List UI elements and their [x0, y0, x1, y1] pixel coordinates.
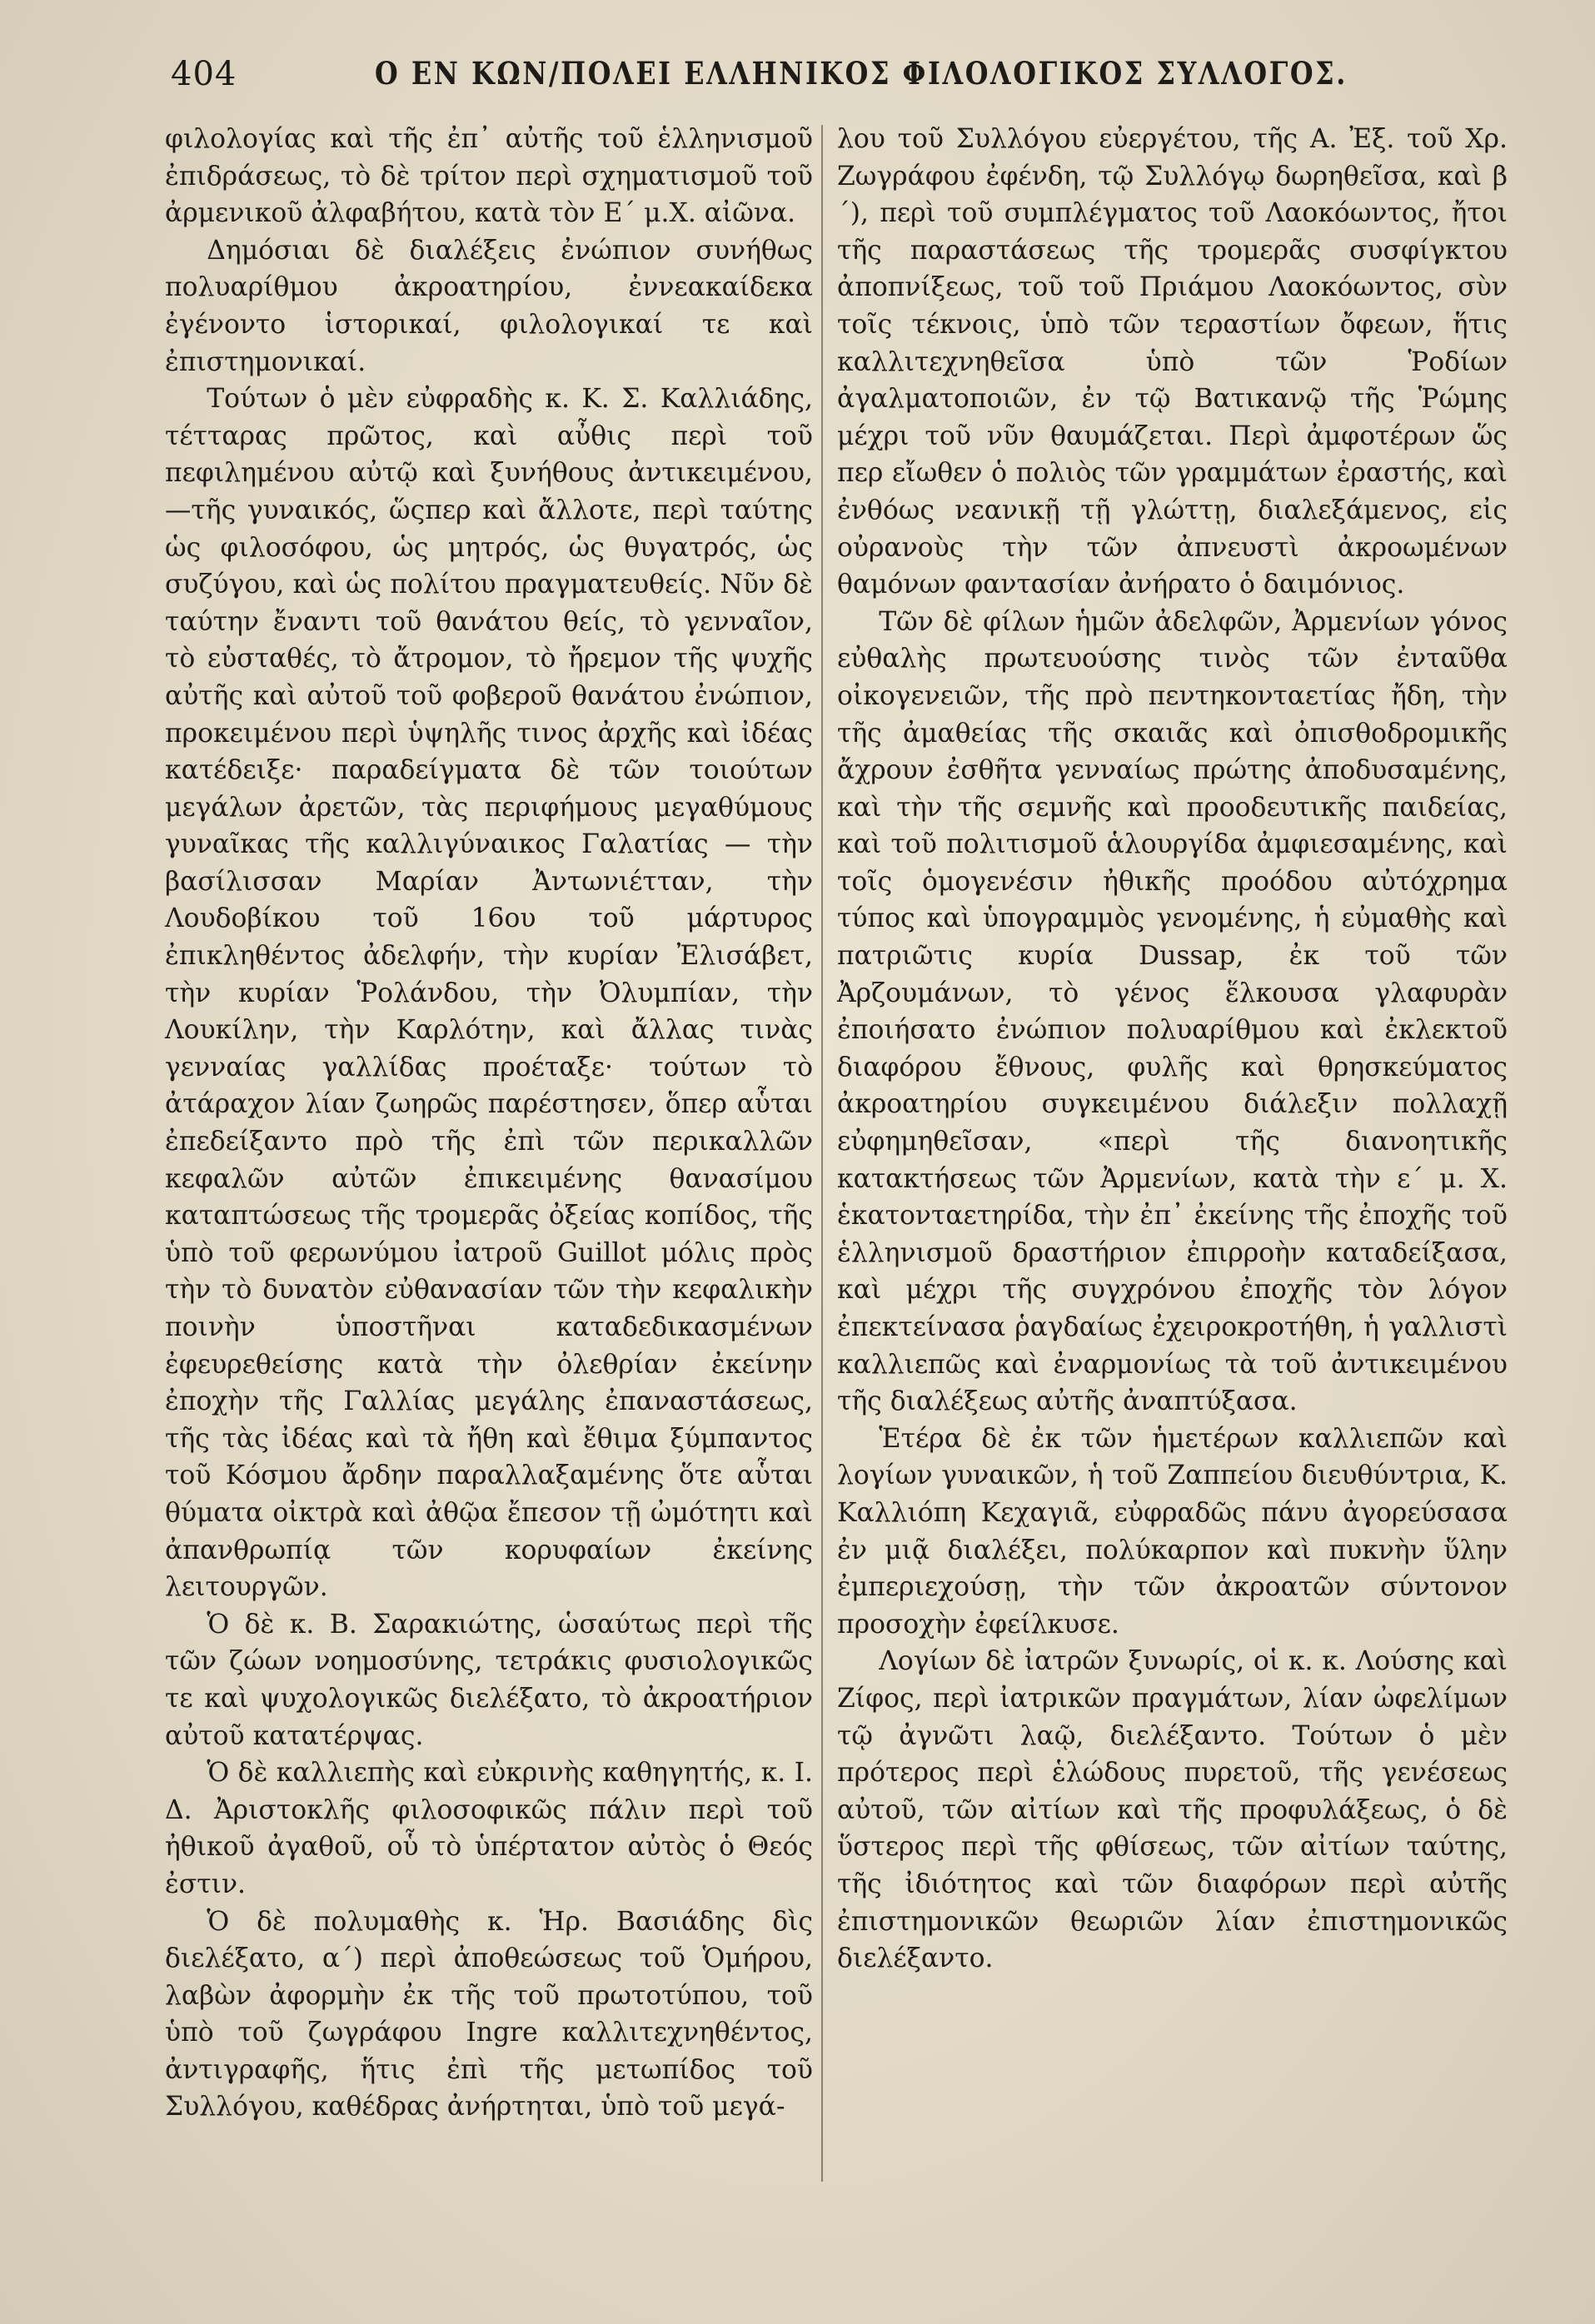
- left-paragraph-1: φιλολογίας καὶ τῆς ἐπ᾽ αὐτῆς τοῦ ἑλληνισμοῦ ἐπιδράσεως, τὸ δὲ τρίτον περὶ σχηματισμοῦ τοῦ ἀρμενικοῦ ἀλφαβήτου, κατὰ τὸν Ε´ μ.Χ. αἰῶνα.: [165, 124, 813, 229]
- left-paragraph-6: Ὁ δὲ πολυμαθὴς κ. Ἡρ. Βασιάδης δὶς διελέξατο, α´) περὶ ἀποθεώσεως τοῦ Ὁμήρου, λαβὼν ἀφορμὴν ἐκ τῆς τοῦ πρωτοτύπου, τοῦ ὑπὸ τοῦ ζωγράφου Ingre καλλιτεχνηθέντος, ἀντιγραφῆς, ἥτις ἐπὶ τῆς μετωπίδος τοῦ Συλλόγου, καθέδρας ἀνήρτηται, ὑπὸ τοῦ μεγά-: [165, 1906, 813, 2122]
- right-column: [837, 121, 1508, 1978]
- right-paragraph-2: Τῶν δὲ φίλων ἡμῶν ἀδελφῶν, Ἀρμενίων γόνος εὐθαλὴς πρωτευούσης τινὸς τῶν ἐνταῦθα οἰκογενειῶν, τῆς πρὸ πεντηκονταετίας ἤδη, τὴν τῆς ἀμαθείας τῆς σκαιᾶς καὶ ὀπισθοδρομικῆς ἄχρουν ἐσθῆτα γενναίως πρώτης ἀποδυσαμένης, καὶ τὴν τῆς σεμνῆς καὶ προοδευτικῆς παιδείας, καὶ τοῦ πολιτισμοῦ ἁλουργίδα ἀμφιεσαμένης, καὶ τοῖς ὁμογενέσιν ἠθικῆς προόδου αὐτόχρημα τύπος καὶ ὑπογραμμὸς γενομένης, ἡ εὐμαθὴς καὶ πατριῶτις κυρία Dussap, ἐκ τοῦ τῶν Ἀρζουμάνων, τὸ γένος ἕλκουσα γλαφυρὰν ἐποιήσατο ἐνώπιον πολυαρίθμου καὶ ἐκλεκτοῦ διαφόρου ἔθνους, φυλῆς καὶ θρησκεύματος ἀκροατηρίου συγκειμένου διάλεξιν πολλαχῇ εὐφημηθεῖσαν, «περὶ τῆς διανοητικῆς κατακτήσεως τῶν Ἀρμενίων, κατὰ τὴν ε´ μ. Χ. ἑκατονταετηρίδα, τὴν ἐπ᾽ ἐκείνης τῆς ἐποχῆς τοῦ ἑλληνισμοῦ δραστήριον ἐπιρροὴν καταδείξασα, καὶ μέχρι τῆς συγχρόνου ἐποχῆς τὸν λόγον ἐπεκτείνασα ῥαγδαίως ἐχειροκροτήθη, ἡ γαλλιστὶ καλλιεπῶς καὶ ἐναρμονίως τὰ τοῦ ἀντικειμένου τῆς διαλέξεως αὐτῆς ἀναπτύξασα.: [837, 606, 1508, 1417]
- right-paragraph-3: Ἑτέρα δὲ ἐκ τῶν ἡμετέρων καλλιεπῶν καὶ λογίων γυναικῶν, ἡ τοῦ Ζαππείου διευθύντρια, Κ. Καλλιόπη Κεχαγιᾶ, εὐφραδῶς πάνυ ἀγορεύσασα ἐν μιᾷ διαλέξει, πολύκαρπον καὶ πυκνὴν ὕλην ἐμπεριεχούσῃ, τὴν τῶν ἀκροατῶν σύντονον προσοχὴν ἐφείλκυσε.: [837, 1423, 1508, 1640]
- right-paragraph-4: Λογίων δὲ ἰατρῶν ξυνωρίς, οἱ κ. κ. Λούσης καὶ Ζίφος, περὶ ἰατρικῶν πραγμάτων, λίαν ὠφελίμων τῷ ἀγνῶτι λαῷ, διελέξαντο. Τούτων ὁ μὲν πρότερος περὶ ἑλώδους πυρετοῦ, τῆς γενέσεως αὐτοῦ, τῶν αἰτίων καὶ τῆς προφυλάξεως, ὁ δὲ ὕστερος περὶ τῆς φθίσεως, τῶν αἰτίων ταύτης, τῆς ἰδιότητος καὶ τῶν διαφόρων περὶ αὐτῆς ἐπιστημονικῶν θεωριῶν λίαν ἐπιστημονικῶς διελέξαντο.: [837, 1646, 1508, 1974]
- running-title: Ο ΕΝ ΚΩΝ/ΠΟΛΕΙ ΕΛΛΗΝΙΚΟΣ ΦΙΛΟΛΟΓΙΚΟΣ ΣΥΛΛΟΓΟΣ.: [375, 55, 1348, 92]
- page-number: 404: [171, 55, 237, 93]
- left-paragraph-2: Δημόσιαι δὲ διαλέξεις ἐνώπιον συνήθως πολυαρίθμου ἀκροατηρίου, ἐννεακαίδεκα ἐγένοντο ἱστορικαί, φιλολογικαί τε καὶ ἐπιστημονικαί.: [165, 235, 813, 377]
- left-column: [165, 121, 813, 2126]
- right-paragraph-1: λου τοῦ Συλλόγου εὐεργέτου, τῆς Α. Ἐξ. τοῦ Χρ. Ζωγράφου ἐφένδη, τῷ Συλλόγῳ δωρηθεῖσα, καὶ β´), περὶ τοῦ συμπλέγματος τοῦ Λαοκόωντος, ἤτοι τῆς παραστάσεως τῆς τρομερᾶς συσφίγκτου ἀποπνίξεως, τοῦ τοῦ Πριάμου Λαοκόωντος, σὺν τοῖς τέκνοις, ὑπὸ τῶν τεραστίων ὄφεων, ἥτις καλλιτεχνηθεῖσα ὑπὸ τῶν Ῥοδίων ἀγαλματοποιῶν, ἐν τῷ Βατικανῷ τῆς Ῥώμης μέχρι τοῦ νῦν θαυμάζεται. Περὶ ἀμφοτέρων ὥς περ εἴωθεν ὁ πολιὸς τῶν γραμμάτων ἐραστής, καὶ ἐνθόως νεανικῇ τῇ γλώττῃ, διαλεξάμενος, εἰς οὐρανοὺς τὴν τῶν ἀπνευστὶ ἀκροωμένων θαμόνων φαντασίαν ἀνήρατο ὁ δαιμόνιος.: [837, 124, 1508, 600]
- page-header: [171, 55, 1512, 105]
- left-paragraph-5: Ὁ δὲ καλλιεπὴς καὶ εὐκρινὴς καθηγητής, κ. Ι. Δ. Ἀριστοκλῆς φιλοσοφικῶς πάλιν περὶ τοῦ ἠθικοῦ ἀγαθοῦ, οὗ τὸ ὑπέρτατον αὐτὸς ὁ Θεός ἐστιν.: [165, 1758, 813, 1899]
- column-divider: [821, 125, 823, 2182]
- left-paragraph-3: Τούτων ὁ μὲν εὐφραδὴς κ. Κ. Σ. Καλλιάδης, τέτταρας πρῶτος, καὶ αὖθις περὶ τοῦ πεφιλημένου αὐτῷ καὶ ξυνήθους ἀντικειμένου, —τῆς γυναικός, ὥςπερ καὶ ἄλλοτε, περὶ ταύτης ὡς φιλοσόφου, ὡς μητρός, ὡς θυγατρός, ὡς συζύγου, καὶ ὡς πολίτου πραγματευθείς. Νῦν δὲ ταύτην ἔναντι τοῦ θανάτου θείς, τὸ γενναῖον, τὸ εὐσταθές, τὸ ἄτρομον, τὸ ἤρεμον τῆς ψυχῆς αὐτῆς καὶ αὐτοῦ τοῦ φοβεροῦ θανάτου ἐνώπιον, προκειμένου περὶ ὑψηλῆς τινος ἀρχῆς καὶ ἰδέας κατέδειξε· παραδείγματα δὲ τῶν τοιούτων μεγάλων ἀρετῶν, τὰς περιφήμους μεγαθύμους γυναῖκας τῆς καλλιγύναικος Γαλατίας — τὴν βασίλισσαν Μαρίαν Ἀντωνιέτταν, τὴν Λουδοβίκου τοῦ 16ου τοῦ μάρτυρος ἐπικληθέντος ἀδελφήν, τὴν κυρίαν Ἐλισάβετ, τὴν κυρίαν Ῥολάνδου, τὴν Ὀλυμπίαν, τὴν Λουκίλην, τὴν Καρλότην, καὶ ἄλλας τινὰς γενναίας γαλλίδας προέταξε· τούτων τὸ ἀτάραχον λίαν ζωηρῶς παρέστησεν, ὅπερ αὗται ἐπεδείξαντο πρὸ τῆς ἐπὶ τῶν περικαλλῶν κεφαλῶν αὐτῶν ἐπικειμένης θανασίμου καταπτώσεως τῆς τρομερᾶς ὀξείας κοπίδος, τῆς ὑπὸ τοῦ φερωνύμου ἰατροῦ Guillot μόλις πρὸς τὴν τὸ δυνατὸν εὐθανασίαν τῶν τὴν κεφαλικὴν ποινὴν ὑποστῆναι καταδεδικασμένων ἐφευρεθείσης κατὰ τὴν ὀλεθρίαν ἐκείνην ἐποχὴν τῆς Γαλλίας μεγάλης ἐπαναστάσεως, τῆς τὰς ἰδέας καὶ τὰ ἤθη καὶ ἔθιμα ξύμπαντος τοῦ Κόσμου ἄρδην παραλλαξαμένης ὅτε αὗται θύματα οἰκτρὰ καὶ ἀθῷα ἔπεσον τῇ ὠμότητι καὶ ἀπανθρωπίᾳ τῶν κορυφαίων ἐκείνης λειτουργῶν.: [165, 384, 813, 1603]
- left-paragraph-4: Ὁ δὲ κ. Β. Σαρακιώτης, ὡσαύτως περὶ τῆς τῶν ζώων νοημοσύνης, τετράκις φυσιολογικῶς τε καὶ ψυχολογικῶς διελέξατο, τὸ ἀκροατήριον αὐτοῦ κατατέρψας.: [165, 1609, 813, 1751]
